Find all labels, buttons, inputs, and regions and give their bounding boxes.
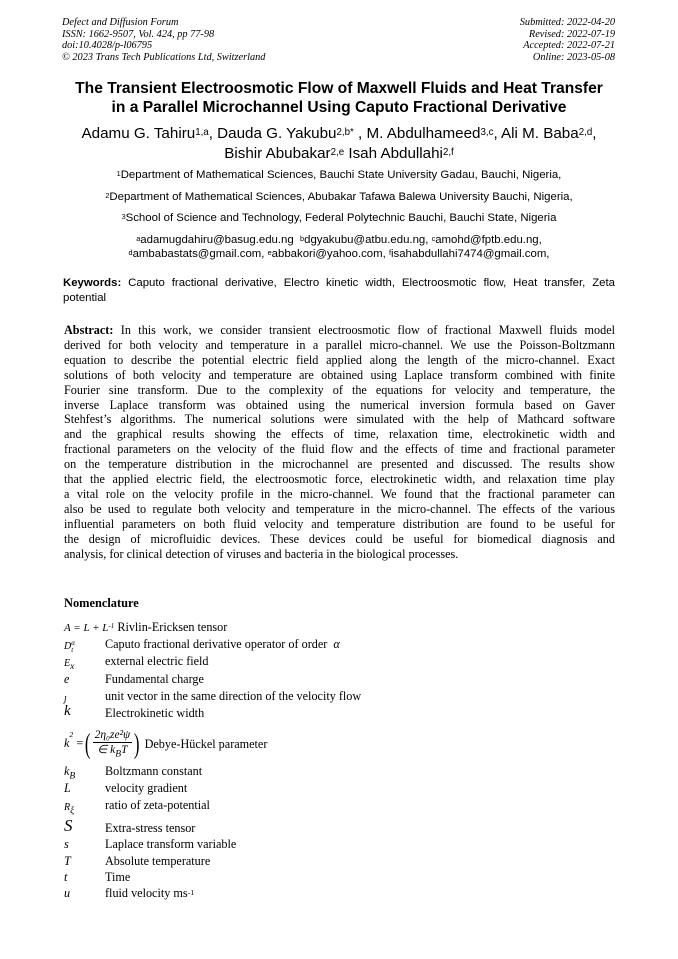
accepted-date: Accepted: 2022-07-21 [523, 40, 615, 52]
publication-dates [520, 17, 615, 63]
affiliation: $^3$School of Science and Technology, Federal Polytechnic Bauchi, Bauchi State, Nigeria [121, 212, 557, 224]
author-list [40, 124, 638, 163]
journal-info [62, 17, 265, 63]
nomenclature-symbol: e [64, 672, 70, 686]
abstract-line: on the temperature distribution in the microchannel are presented and discussed. The results show [64, 457, 615, 472]
nomenclature-description: Extra-stress tensor [105, 821, 196, 835]
author: Bishir Abubakar$^{2,e}$ [224, 144, 345, 162]
nomenclature-symbol: $E_x$ [64, 658, 75, 672]
email-link[interactable]: $^f$isahabdullahi7474@gmail.com, [388, 248, 550, 260]
abstract-line: Fourier sine transform. Due to the complexity of the equations for velocity and temperature, the [64, 382, 615, 397]
abstract-line: fractional parameters on the velocity of the fluid flow and the effects of time and fractional parameter [64, 442, 615, 457]
email-link[interactable]: $^a$adamugdahiru@basug.edu.ng [136, 234, 301, 246]
abstract-line: Abstract: In this work, we consider transient electroosmotic flow of fractional Maxwell fluids model [64, 323, 615, 337]
abstract-line: inverse Laplace transform was obtained using the numerical inversion formula based on Gaver [64, 397, 615, 412]
nomenclature-description: Laplace transform variable [105, 837, 237, 851]
affiliation: $^1$Department of Mathematical Sciences, Bauchi State University Gadau, Bauchi, Nigeria, [116, 169, 562, 181]
title-line: in a Parallel Microchannel Using Caputo Fractional Derivative [111, 98, 567, 116]
abstract-line: Stehfest’s algorithms. The numerical solutions were simulated with the help of Mathcard software [64, 412, 615, 427]
nomenclature-heading: Nomenclature [64, 596, 139, 610]
keywords-text: Caputo fractional derivative, Electro kinetic width, Electroosmotic flow, Heat transfer, Zeta potential [63, 277, 615, 304]
nomenclature-description: fluid velocity $ms^{-1}$ [105, 886, 195, 900]
author: M. Abdulhameed$^{3,c}$, [366, 125, 502, 142]
nomenclature-symbol: t [64, 870, 68, 884]
email-list [40, 233, 638, 261]
nomenclature-description: ratio of zeta-potential [105, 798, 210, 812]
nomenclature-description: Rivlin-Ericksen tensor [114, 620, 228, 634]
nomenclature-symbol: S [64, 816, 73, 835]
abstract [64, 323, 615, 562]
abstract-line: a vital role on the velocity profile in the micro-channel. We found that the fractional parameter can [64, 486, 615, 501]
nomenclature-item [64, 620, 227, 636]
nomenclature-symbol: D α t [64, 638, 75, 654]
nomenclature-symbol: u [64, 886, 71, 900]
nomenclature-description: Time [105, 870, 131, 884]
abstract-line: also be used to regulate both velocity and temperature in the micro-channel. The effects of the various [64, 501, 615, 516]
abstract-label: Abstract: [64, 323, 114, 337]
nomenclature-description: external electric field [105, 654, 209, 668]
nomenclature-description: Debye-Hückel parameter [144, 737, 268, 752]
author: Adamu G. Tahiru$^{1,a}$, [81, 125, 218, 142]
nomenclature-description: Electrokinetic width [105, 706, 205, 720]
email-link[interactable]: $^c$amohd@fptb.edu.ng, [431, 234, 542, 246]
submitted-date: Submitted: 2022-04-20 [519, 17, 615, 28]
online-date: Online: 2023-05-08 [532, 51, 615, 63]
nomenclature-symbol: L [64, 781, 71, 795]
abstract-line: derived for both velocity and temperature in a parallel micro-channel. We use the Poisson-Boltzmann [64, 337, 615, 352]
issn: ISSN: 1662-9507, Vol. 424, pp 77-98 [62, 28, 215, 40]
keywords [63, 276, 615, 306]
abstract-line: analysis, for clinical detection of viruses and bacteria in the biological processes. [64, 546, 459, 561]
author: Isah Abdullahi$^{2,f}$ [348, 144, 454, 162]
nomenclature-description: Boltzmann constant [105, 764, 203, 778]
author: Dauda G. Yakubu$^{2,b*}$ , [217, 125, 367, 142]
keywords-label: Keywords: [63, 277, 122, 289]
nomenclature-description: unit vector in the same direction of the velocity flow [105, 689, 362, 703]
nomenclature-symbol: k [64, 703, 71, 719]
nomenclature-symbol: $k_B$ [64, 764, 76, 782]
abstract-line: the design of microfluidic devices. These devices could be useful for biomedical diagnosis and [64, 531, 615, 546]
title-line: The Transient Electroosmotic Flow of Maxwell Fluids and Heat Transfer [75, 80, 603, 97]
debye-huckel-formula: $k^2$ =( $\frac{\text{2η₀ze²ψ}}{\in k_BT}$ ) [64, 729, 140, 761]
doi: doi:10.4028/p-l06795 [62, 40, 153, 52]
nomenclature-description: velocity gradient [105, 781, 188, 795]
revised-date: Revised: 2022-07-19 [528, 28, 615, 40]
nomenclature-symbol: T [64, 854, 71, 868]
nomenclature-description: Fundamental charge [105, 672, 204, 686]
nomenclature-symbol: ȷ [64, 693, 67, 704]
journal-name: Defect and Diffusion Forum [62, 17, 179, 28]
affiliation: $^2$Department of Mathematical Sciences, Abubakar Tafawa Balewa University Bauchi, Nigeria, [105, 191, 573, 203]
copyright: © 2023 Trans Tech Publications Ltd, Switzerland [62, 51, 266, 63]
abstract-line: and the graphical results showing the effects of time, relaxation time, electrokinetic width and [64, 427, 615, 442]
abstract-line: solutions of both velocity and temperature are obtained using Laplace transform combined with finite [64, 367, 615, 382]
abstract-line: influential parameters on both fluid velocity and temperature distribution are found to be useful for [64, 516, 615, 531]
nomenclature-description: Absolute temperature [105, 854, 211, 868]
nomenclature-symbol: s [64, 837, 69, 851]
abstract-line: that the applied electric field, the electroosmotic force, electrokinetic width, and relaxation time play [64, 472, 615, 487]
author: Ali M. Baba$^{2,d}$, [501, 125, 597, 142]
nomenclature-symbol: $A = L + L^{-1}$ [64, 622, 115, 634]
paper-title [40, 80, 638, 117]
email-link[interactable]: $^e$abbakori@yahoo.com, [267, 248, 389, 260]
nomenclature-item [64, 728, 267, 761]
email-link[interactable]: $^d$ambabastats@gmail.com, [128, 248, 268, 260]
nomenclature-description: Caputo fractional derivative operator of order α [105, 637, 340, 651]
abstract-line: equation to describe the potential electric field applied along the length of the micro-channel. Exact [64, 352, 615, 367]
email-link[interactable]: $^b$dgyakubu@atbu.edu.ng, [300, 234, 432, 246]
nomenclature-symbol: $R_\xi$ [64, 802, 75, 816]
